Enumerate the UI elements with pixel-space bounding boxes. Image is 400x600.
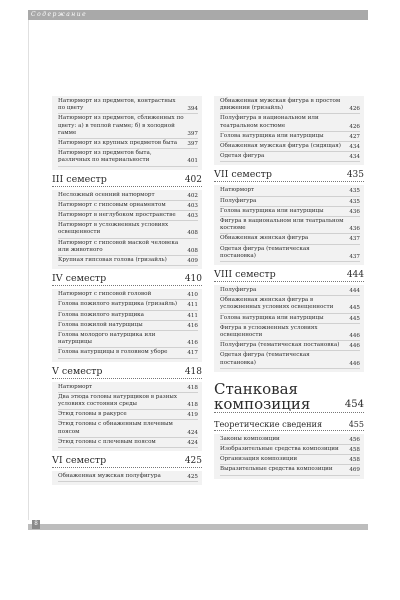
toc-entry[interactable] [220, 446, 360, 455]
toc-entry-page: 435 [349, 198, 360, 205]
left-column [52, 96, 202, 487]
toc-entry[interactable] [58, 257, 198, 266]
toc-entry[interactable] [220, 115, 360, 131]
toc-entry-title: Обнаженная женская фигура [220, 235, 309, 242]
toc-entry-page: 418 [187, 402, 198, 409]
toc-entry[interactable] [58, 202, 198, 211]
toc-entry-title: Полуфигура в национальном или театральном костюме [220, 115, 319, 129]
toc-entry-title: Несложный осенний натюрморт [58, 191, 155, 198]
toc-entry-title: Фигура в национальном или театральном костюме [220, 218, 344, 232]
toc-entry[interactable] [220, 352, 360, 368]
toc-entry-title: Обнаженная мужская фигура в простом движении (гризайль) [220, 98, 341, 112]
toc-entry[interactable] [220, 98, 360, 114]
toc-entry-title: Обнаженная женская фигура в усложненных условиях освещенности [220, 297, 334, 311]
section-page: 418 [184, 366, 202, 377]
toc-entry[interactable] [58, 301, 198, 310]
toc-section-heading[interactable] [214, 269, 364, 282]
toc-section-heading[interactable] [214, 169, 364, 182]
section-title: IV семестр [52, 273, 107, 285]
toc-entry-page: 437 [349, 236, 360, 243]
toc-entry[interactable] [58, 98, 198, 114]
toc-group [214, 434, 364, 479]
toc-entry-title: Голова молодого натурщика или натурщицы [58, 332, 156, 346]
toc-entry-page: 403 [187, 213, 198, 220]
toc-entry-title: Натюрморт из предметов быта, различных по материальности [58, 150, 152, 164]
toc-entry-title: Натюрморт из предметов, сближенных по цвету: а) в теплой гамме; б) в холодной гамме [58, 115, 184, 136]
right-column [214, 96, 364, 481]
toc-entry-title: Натюрморт в неглубоком пространстве [58, 212, 176, 219]
toc-entry-title: Выразительные средства композиции [220, 466, 333, 473]
toc-entry-page: 446 [349, 333, 360, 340]
toc-entry-page: 408 [187, 247, 198, 254]
toc-entry[interactable] [58, 150, 198, 166]
toc-entry-title: Фигура в усложненных условиях освещенности [220, 324, 318, 339]
toc-entry[interactable] [58, 332, 198, 348]
toc-section-heading[interactable] [52, 366, 202, 379]
toc-group [52, 471, 202, 485]
section-page: 425 [184, 456, 202, 467]
toc-entry[interactable] [220, 342, 360, 351]
toc-entry-page: 445 [349, 315, 360, 322]
toc-entry[interactable] [220, 198, 360, 207]
toc-entry[interactable] [58, 140, 198, 149]
toc-entry[interactable] [220, 208, 360, 217]
toc-entry[interactable] [220, 297, 360, 313]
toc-entry[interactable] [58, 349, 198, 358]
toc-entry-title: Голова пожилого натурщика [58, 311, 145, 318]
chapter-title-line1: Станковая [214, 379, 298, 398]
toc-group [52, 382, 202, 451]
chapter-page: 454 [344, 398, 364, 410]
section-title: VII семестр [214, 169, 272, 181]
toc-entry-page: 426 [349, 123, 360, 130]
toc-entry-page: 469 [349, 467, 360, 474]
toc-entry-page: 425 [187, 474, 198, 481]
toc-entry-title: Два этюда головы натурщиков в разных условиях состояния среды [58, 393, 178, 408]
section-title: VIII семестр [214, 269, 276, 281]
toc-entry[interactable] [220, 153, 360, 162]
section-title: III семестр [52, 173, 107, 185]
toc-entry-page: 437 [349, 253, 360, 260]
toc-entry-page: 446 [349, 360, 360, 367]
toc-entry-title: Натюрморт из предметов, контрастных по цвету [58, 98, 176, 112]
toc-entry-title: Голова натурщицы в головном уборе [58, 349, 168, 356]
toc-entry[interactable] [58, 411, 198, 420]
toc-entry[interactable] [220, 235, 360, 244]
gutter-line [28, 20, 29, 520]
toc-entry[interactable] [220, 133, 360, 142]
toc-entry[interactable] [220, 315, 360, 324]
toc-entry-page: 409 [187, 258, 198, 265]
toc-entry-title: Одетая фигура (тематическая постановка) [220, 245, 310, 259]
toc-entry-page: 416 [187, 322, 198, 329]
toc-entry-page: 411 [187, 302, 198, 309]
toc-entry-page: 426 [349, 106, 360, 113]
toc-entry[interactable] [58, 312, 198, 321]
toc-entry[interactable] [220, 325, 360, 341]
toc-entry-page: 424 [187, 429, 198, 436]
toc-entry-title: Одетая фигура [220, 153, 265, 160]
toc-entry-page: 416 [187, 340, 198, 347]
header-label: Содержание [31, 11, 88, 18]
toc-entry[interactable] [58, 240, 198, 256]
toc-entry-page: 434 [349, 144, 360, 151]
toc-entry-page: 403 [187, 202, 198, 209]
toc-entry-title: Голова пожилой натурщицы [58, 321, 143, 328]
section-page: 444 [346, 270, 364, 281]
toc-entry-title: Натюрморт из крупных предметов быта [58, 140, 178, 147]
chapter-title-line2: композиция [214, 397, 364, 413]
page-number-badge: 8 [32, 520, 40, 529]
toc-entry[interactable] [220, 456, 360, 465]
toc-section-heading[interactable] [52, 273, 202, 286]
toc-entry-title: Крупная гипсовая голова (гризайль) [58, 257, 167, 264]
chapter-heading[interactable] [214, 379, 364, 413]
toc-entry-title: Этюд головы с обнаженным плечевым поясом [58, 421, 173, 435]
toc-group [214, 96, 364, 165]
toc-section-heading[interactable] [52, 174, 202, 187]
toc-entry-title: Одетая фигура (тематическая постановка) [220, 352, 310, 366]
toc-entry-title: Этюд головы с плечевым поясом [58, 438, 156, 445]
section-page: 402 [184, 174, 202, 185]
toc-entry[interactable] [58, 115, 198, 139]
toc-entry-page: 397 [187, 141, 198, 148]
toc-entry-title: Натюрморт с гипсовой головой [58, 291, 152, 298]
section-title: VI семестр [52, 455, 107, 467]
toc-entry[interactable] [58, 322, 198, 331]
toc-group [52, 190, 202, 270]
toc-entry-page: 397 [187, 130, 198, 137]
toc-entry-title: Организация композиции [220, 456, 298, 463]
toc-entry-page: 424 [187, 439, 198, 446]
toc-entry-title: Натюрморт с гипсовым орнаментом [58, 201, 166, 208]
toc-entry[interactable] [220, 287, 360, 296]
toc-entry-page: 435 [349, 188, 360, 195]
toc-entry[interactable] [58, 439, 198, 448]
toc-entry[interactable] [220, 143, 360, 152]
toc-entry[interactable] [220, 187, 360, 196]
toc-entry[interactable] [58, 192, 198, 201]
toc-entry[interactable] [58, 222, 198, 238]
toc-group [214, 185, 364, 265]
toc-entry-page: 444 [349, 288, 360, 295]
toc-entry-page: 434 [349, 154, 360, 161]
toc-entry-page: 408 [187, 230, 198, 237]
toc-entry-title: Голова пожилого натурщика (гризайль) [58, 301, 178, 308]
footer-bar [28, 524, 368, 530]
toc-entry-page: 446 [349, 343, 360, 350]
toc-group [214, 285, 364, 372]
toc-entry-title: Этюд головы в ракурсе [58, 411, 127, 418]
toc-entry-title: Полуфигура [220, 287, 257, 294]
toc-entry[interactable] [220, 246, 360, 262]
toc-entry-title: Голова натурщика или натурщицы [220, 132, 324, 139]
toc-entry[interactable] [220, 466, 360, 475]
toc-entry-page: 419 [187, 412, 198, 419]
toc-entry-title: Полуфигура (тематическая постановка) [220, 342, 340, 349]
toc-entry-page: 394 [187, 106, 198, 113]
toc-entry-title: Натюрморт в усложненных условиях освещенности [58, 222, 169, 236]
toc-entry-title: Изобразительные средства композиции [220, 446, 339, 453]
subsection-heading[interactable] [214, 419, 364, 431]
toc-entry-title: Натюрморт [58, 383, 93, 390]
toc-group [52, 96, 202, 170]
toc-entry-title: Обнаженная мужская полуфигура [58, 473, 161, 480]
toc-section-heading[interactable] [52, 455, 202, 468]
toc-entry[interactable] [58, 212, 198, 221]
toc-entry-page: 402 [187, 192, 198, 199]
subsection-page: 455 [348, 419, 364, 429]
toc-entry-title: Голова натурщика или натурщицы [220, 314, 324, 321]
section-title: V семестр [52, 365, 103, 377]
toc-entry-page: 410 [187, 292, 198, 299]
toc-entry[interactable] [220, 218, 360, 234]
toc-entry[interactable] [58, 291, 198, 300]
section-page: 435 [346, 170, 364, 181]
section-page: 410 [184, 274, 202, 285]
toc-entry-page: 427 [349, 133, 360, 140]
toc-group [52, 289, 202, 361]
toc-entry-title: Натюрморт [220, 187, 255, 194]
toc-entry-page: 418 [187, 384, 198, 391]
toc-entry-page: 456 [349, 436, 360, 443]
toc-entry-page: 436 [349, 226, 360, 233]
toc-entry[interactable] [58, 473, 198, 482]
toc-entry-page: 458 [349, 447, 360, 454]
toc-entry[interactable] [58, 384, 198, 393]
toc-entry[interactable] [220, 436, 360, 445]
toc-entry-title: Полуфигура [220, 197, 257, 204]
toc-entry[interactable] [58, 394, 198, 410]
toc-entry-page: 417 [187, 350, 198, 357]
toc-entry-page: 458 [349, 457, 360, 464]
toc-entry-title: Голова натурщика или натурщицы [220, 207, 324, 214]
toc-entry-title: Обнаженная мужская фигура (сидящая) [220, 143, 341, 150]
subsection-title: Теоретические сведения [214, 418, 323, 429]
toc-entry[interactable] [58, 421, 198, 437]
toc-entry-page: 411 [187, 312, 198, 319]
toc-entry-page: 436 [349, 208, 360, 215]
toc-entry-page: 445 [349, 305, 360, 312]
toc-entry-title: Натюрморт с гипсовой маской человека или животного [58, 239, 179, 253]
toc-entry-page: 401 [187, 158, 198, 165]
toc-entry-title: Законы композиции [220, 435, 280, 442]
